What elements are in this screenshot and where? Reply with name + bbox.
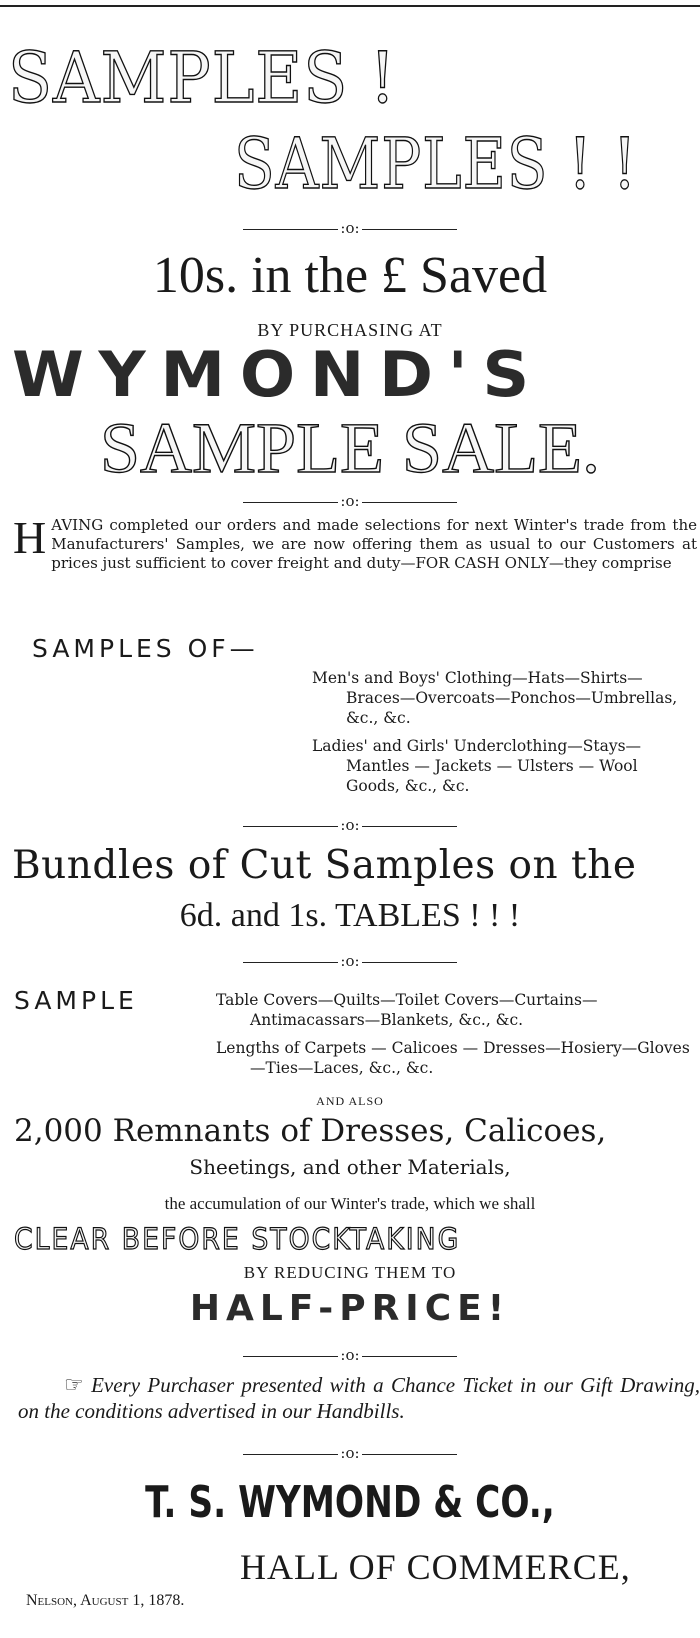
headline-samples-1: SAMPLES ! — [8, 37, 397, 119]
pointing-hand-icon: ☞ — [64, 1372, 84, 1397]
dateline: Nelson, August 1, 1878. — [26, 1592, 185, 1609]
ornament-divider: :o: — [0, 492, 700, 510]
half-price-headline: HALF-PRICE! — [189, 1288, 511, 1329]
remnants-subline: Sheetings, and other Materials, — [189, 1155, 511, 1179]
by-purchasing-label: BY PURCHASING AT — [257, 320, 443, 340]
reducing-label: BY REDUCING THEM TO — [243, 1263, 457, 1282]
and-also-label: AND ALSO — [316, 1094, 384, 1108]
list-item: Men's and Boys' Clothing—Hats—Shirts—Braces—Overcoats—Ponchos—Umbrellas, &c., &c. — [312, 669, 678, 727]
drop-cap: H — [13, 512, 47, 563]
list-item: Ladies' and Girls' Underclothing—Stays—Mantles — Jackets — Ulsters — Wool Goods, &c., &c. — [312, 737, 642, 795]
saved-headline: 10s. in the £ Saved — [152, 247, 548, 304]
bundles-line-2: 6d. and 1s. TABLES ! ! ! — [179, 897, 521, 934]
samples-of-list — [312, 668, 694, 796]
bundles-line-1: Bundles of Cut Samples on the — [12, 843, 637, 888]
ornament-divider: :o: — [0, 1346, 700, 1364]
samples-of-heading: SAMPLES OF— — [32, 634, 259, 663]
sample-sale-headline: SAMPLE SALE. — [99, 408, 601, 488]
sample-heading: SAMPLE — [14, 986, 138, 1015]
gift-paragraph: ☞ Every Purchaser presented with a Chance Ticket in our Gift Drawing, on the conditions advertised in our Handbills. — [18, 1372, 700, 1423]
intro-paragraph: HAVING completed our orders and made selections for next Winter's trade from the Manufacturers' Samples, we are now offering them as usual to our Customers at prices just sufficient to cover freight and duty—FOR CASH ONLY—they comprise — [13, 512, 697, 572]
ornament-divider: :o: — [0, 1444, 700, 1462]
ornament-divider: :o: — [0, 952, 700, 970]
headline-samples-2: SAMPLES ! ! — [234, 123, 638, 205]
accumulation-text: the accumulation of our Winter's trade, which we shall — [164, 1194, 536, 1213]
ornament-divider: :o: — [0, 816, 700, 834]
list-item: Table Covers—Quilts—Toilet Covers—Curtains—Antimacassars—Blankets, &c., &c. — [216, 991, 598, 1029]
clear-before-stocktaking: CLEAR BEFORE STOCKTAKING — [14, 1222, 461, 1256]
top-rule — [0, 5, 700, 7]
firm-name: T. S. WYMOND & CO., — [145, 1477, 555, 1528]
firm-address: HALL OF COMMERCE, — [240, 1547, 631, 1587]
sample-list — [216, 990, 696, 1078]
remnants-headline: 2,000 Remnants of Dresses, Calicoes, — [14, 1113, 607, 1149]
brand-wymonds: WYMOND'S — [12, 338, 545, 411]
ornament-divider: :o: — [0, 219, 700, 237]
list-item: Lengths of Carpets — Calicoes — Dresses—Hosiery—Gloves—Ties—Laces, &c., &c. — [216, 1039, 690, 1077]
